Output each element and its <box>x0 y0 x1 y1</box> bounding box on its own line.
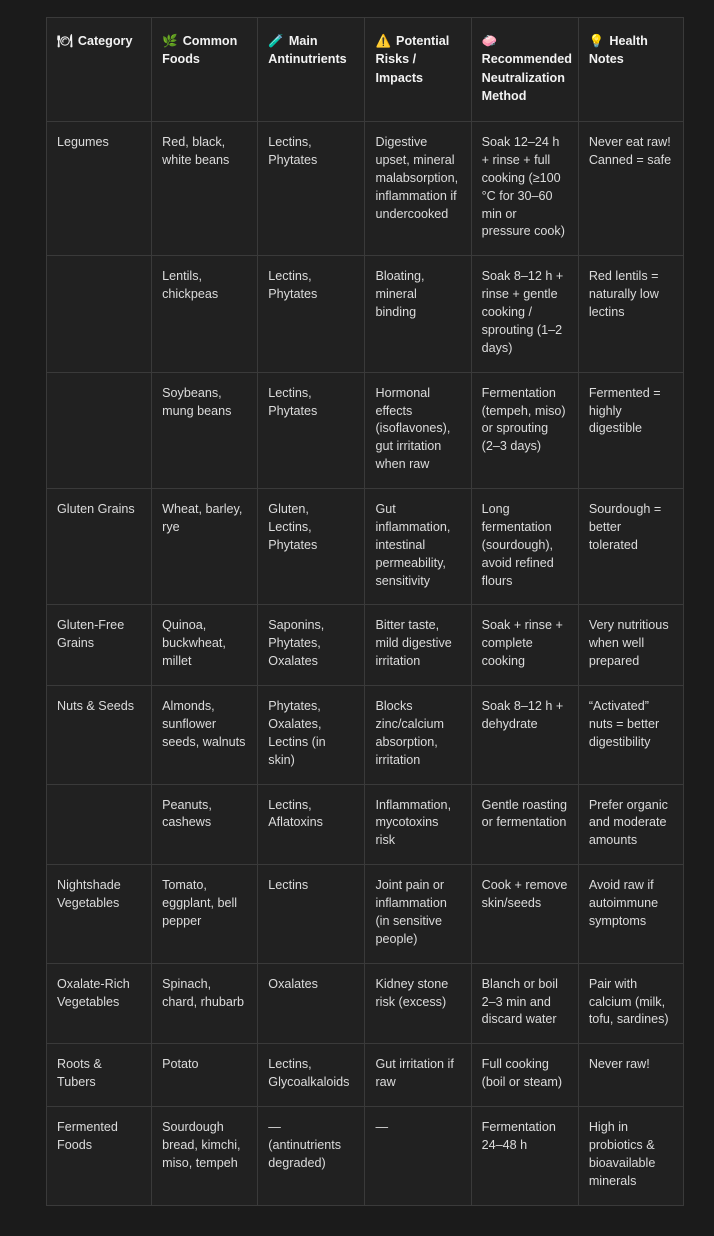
cell-notes: Pair with calcium (milk, tofu, sardines) <box>578 963 683 1044</box>
column-header-label: Recommended Neutralization Method <box>481 52 572 103</box>
cell-method <box>471 784 578 865</box>
cell-notes: “Activated” nuts = better digestibility <box>578 686 683 785</box>
cell-foods: Peanuts, cashews <box>152 784 258 865</box>
column-header-label: Health Notes <box>588 34 648 67</box>
cell-category: Oxalate-Rich Vegetables <box>47 963 152 1044</box>
table-row <box>47 122 684 256</box>
column-header-health-notes <box>578 18 683 122</box>
cell-risks: Gut inflammation, intestinal permeability, sensitivity <box>365 489 471 605</box>
cell-notes: High in probiotics & bioavailable minerals <box>578 1107 683 1206</box>
table-row <box>47 963 684 1044</box>
cell-risks: Kidney stone risk (excess) <box>365 963 471 1044</box>
cell-notes: Sourdough = better tolerated <box>578 489 683 605</box>
herb-icon: 🌿 <box>162 34 178 48</box>
method-bold: Soak + rinse + complete cooking <box>481 618 563 669</box>
method-light: or sprouting (2–3 days) <box>481 421 549 454</box>
soap-icon: 🧼 <box>481 34 498 48</box>
table-row <box>47 256 684 372</box>
cell-notes: Fermented = highly digestible <box>578 372 683 488</box>
cell-notes: Prefer organic and moderate amounts <box>578 784 683 865</box>
cell-risks: Gut irritation if raw <box>365 1044 471 1107</box>
column-header-label: Main Antinutrients <box>268 34 347 67</box>
method-bold: Soak 8–12 h + dehydrate <box>481 699 564 731</box>
method-bold: Soak 8–12 h + rinse + gentle cooking / sprouting (1–2 days) <box>481 269 564 355</box>
cell-antinutrients: — (antinutrients degraded) <box>258 1107 365 1206</box>
cell-foods: Sourdough bread, kimchi, miso, tempeh <box>152 1107 258 1206</box>
table-row <box>47 1107 684 1206</box>
column-header-label: Common Foods <box>162 34 238 67</box>
cell-antinutrients: Lectins, Glycoalkaloids <box>258 1044 365 1107</box>
cell-antinutrients: Lectins, Phytates <box>258 122 365 256</box>
table-row <box>47 865 684 964</box>
column-header-label: Category <box>77 34 133 48</box>
cell-method <box>471 963 578 1044</box>
test-tube-icon: 🧪 <box>268 34 284 48</box>
method-light: avoid refined flours <box>481 555 554 588</box>
cell-method <box>471 686 578 785</box>
cell-risks: Digestive upset, mineral malabsorption, inflammation if undercooked <box>365 122 471 256</box>
cell-foods: Spinach, chard, rhubarb <box>152 963 258 1044</box>
cell-category <box>47 372 152 488</box>
cell-category: Nuts & Seeds <box>47 686 152 785</box>
table-body <box>47 122 684 1206</box>
cell-method <box>471 1044 578 1107</box>
cell-notes: Never eat raw! Canned = safe <box>578 122 683 256</box>
cell-category: Gluten-Free Grains <box>47 605 152 686</box>
cell-category <box>47 784 152 865</box>
method-bold: Blanch or boil 2–3 min and discard water <box>481 976 558 1027</box>
cell-notes: Red lentils = naturally low lectins <box>578 256 683 372</box>
cell-antinutrients: Saponins, Phytates, Oxalates <box>258 605 365 686</box>
table-row <box>47 489 684 605</box>
cell-method <box>471 605 578 686</box>
cell-foods: Almonds, sunflower seeds, walnuts <box>152 686 258 785</box>
cell-notes: Never raw! <box>578 1044 683 1107</box>
column-header-main-antinutrients <box>258 18 365 122</box>
cell-risks: Bitter taste, mild digestive irritation <box>365 605 471 686</box>
column-header-potential-risks <box>365 18 471 122</box>
cell-category: Roots & Tubers <box>47 1044 152 1107</box>
method-bold: Fermentation 24–48 h <box>481 1120 556 1152</box>
table-row <box>47 372 684 488</box>
cell-risks: — <box>365 1107 471 1206</box>
cell-foods: Quinoa, buckwheat, millet <box>152 605 258 686</box>
table-header <box>47 18 684 122</box>
warning-icon: ⚠️ <box>375 34 392 48</box>
cell-antinutrients: Lectins, Phytates <box>258 256 365 372</box>
cell-antinutrients: Lectins, Phytates <box>258 372 365 488</box>
cell-method <box>471 372 578 488</box>
plate-icon: 🍽 <box>57 34 73 48</box>
cell-foods: Tomato, eggplant, bell pepper <box>152 865 258 964</box>
cell-risks: Blocks zinc/calcium absorption, irritation <box>365 686 471 785</box>
cell-risks: Hormonal effects (isoflavones), gut irritation when raw <box>365 372 471 488</box>
column-header-label: Potential Risks / Impacts <box>375 34 450 85</box>
table-row <box>47 784 684 865</box>
cell-risks: Joint pain or inflammation (in sensitive people) <box>365 865 471 964</box>
cell-notes: Avoid raw if autoimmune symptoms <box>578 865 683 964</box>
table-row <box>47 605 684 686</box>
cell-method <box>471 256 578 372</box>
column-header-common-foods <box>152 18 258 122</box>
antinutrients-table <box>46 17 684 1206</box>
cell-foods: Lentils, chickpeas <box>152 256 258 372</box>
cell-risks: Bloating, mineral binding <box>365 256 471 372</box>
method-bold: Long fermentation (sourdough), <box>481 502 554 552</box>
cell-method <box>471 489 578 605</box>
cell-foods: Wheat, barley, rye <box>152 489 258 605</box>
cell-antinutrients: Oxalates <box>258 963 365 1044</box>
lightbulb-icon: 💡 <box>588 34 605 48</box>
cell-foods: Red, black, white beans <box>152 122 258 256</box>
cell-foods: Potato <box>152 1044 258 1107</box>
column-header-category <box>47 18 152 122</box>
cell-method <box>471 122 578 256</box>
cell-category <box>47 256 152 372</box>
table-header-row <box>47 18 684 122</box>
method-bold: Full cooking (boil or steam) <box>481 1057 563 1090</box>
cell-risks: Inflammation, mycotoxins risk <box>365 784 471 865</box>
cell-foods: Soybeans, mung beans <box>152 372 258 488</box>
cell-notes: Very nutritious when well prepared <box>578 605 683 686</box>
cell-category: Gluten Grains <box>47 489 152 605</box>
method-bold: Fermentation (tempeh, miso) <box>481 385 566 418</box>
cell-antinutrients: Lectins, Aflatoxins <box>258 784 365 865</box>
table-row <box>47 686 684 785</box>
cell-method <box>471 1107 578 1206</box>
column-header-neutralization-method <box>471 18 578 122</box>
method-bold: Gentle roasting or fermentation <box>481 797 568 830</box>
cell-category: Legumes <box>47 122 152 256</box>
cell-antinutrients: Lectins <box>258 865 365 964</box>
cell-antinutrients: Phytates, Oxalates, Lectins (in skin) <box>258 686 365 785</box>
method-bold: Soak 12–24 h + rinse + full cooking (≥100 °C for 30–60 min or pressure cook) <box>481 135 565 239</box>
method-bold: Cook + remove skin/seeds <box>481 878 568 910</box>
cell-antinutrients: Gluten, Lectins, Phytates <box>258 489 365 605</box>
cell-category: Nightshade Vegetables <box>47 865 152 964</box>
cell-method <box>471 865 578 964</box>
cell-category: Fermented Foods <box>47 1107 152 1206</box>
table-row <box>47 1044 684 1107</box>
